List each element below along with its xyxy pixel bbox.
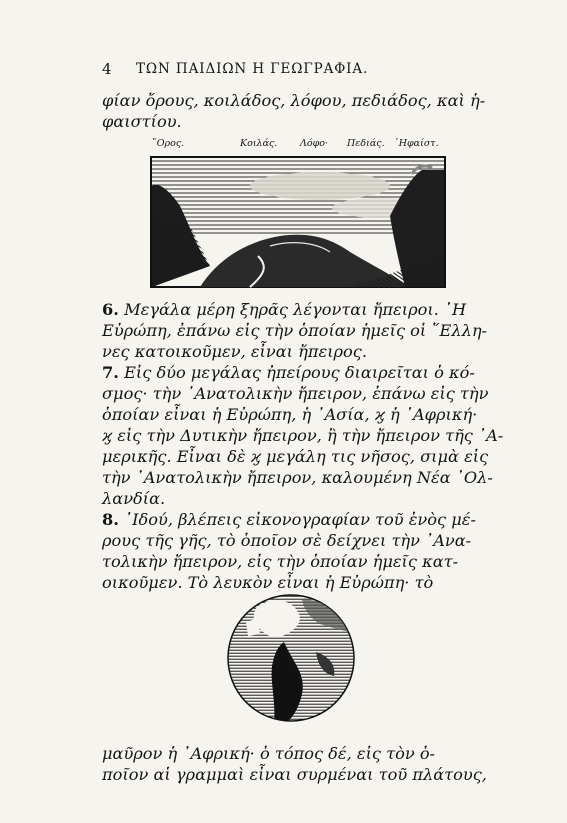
paragraph-number: 7. (102, 363, 119, 382)
paragraph-number: 8. (102, 510, 119, 529)
text-line: σμος· τὴν ᾿Ανατολικὴν ἤπειρον, ἐπάνω εἰς τὴν (102, 384, 489, 403)
text-line: τολικὴν ἤπειρον, εἰς τὴν ὁποίαν ἡμεῖς κατ- (102, 552, 459, 571)
caption-volcano: ῾Ηφαίστ. (394, 138, 439, 149)
page-number: 4 (102, 60, 113, 78)
caption-plain: Πεδιάς. (347, 138, 385, 149)
text-line: ρους τῆς γῆς, τὸ ὁποῖον σὲ δείχνει τὴν ᾿Ανα- (102, 531, 472, 550)
globe-engraving (224, 592, 358, 724)
text-line: οικοῦμεν. Τὸ λευκὸν εἶναι ἡ Εὐρώπη· τὸ (102, 573, 434, 592)
caption-mountain: ῞Ορος. (152, 138, 185, 149)
paragraph-number: 6. (102, 300, 119, 319)
text-line: τὴν ᾿Ανατολικὴν ἤπειρον, καλουμένη Νέα ᾿Ολ- (102, 468, 493, 487)
text-line: λανδία. (102, 489, 166, 508)
landscape-engraving (150, 156, 446, 288)
caption-hill: Λόφο· (300, 138, 328, 149)
text-line: 6. Μεγάλα μέρη ξηρᾶς λέγονται ἤπειροι. ῾Η (102, 300, 467, 319)
text-line: ὁποίαν εἶναι ἡ Εὐρώπη, ἡ ᾿Ασία, ϗ ἡ ᾿Αφρική· (102, 405, 478, 424)
text-line: μαῦρον ἡ ᾿Αφρική· ὁ τόπος δέ, εἰς τὸν ὁ- (102, 744, 436, 763)
text-line: 8. ᾿Ιδού, βλέπεις εἰκονογραφίαν τοῦ ἑνὸς μέ- (102, 510, 476, 529)
page-header (102, 58, 438, 82)
text-line: 7. Εἰς δύο μεγάλας ἠπείρους διαιρεῖται ὁ κό- (102, 363, 475, 382)
text-line: Εὐρώπη, ἐπάνω εἰς τὴν ὁποίαν ἡμεῖς οἱ ῞Ελλη- (102, 321, 488, 340)
running-title: ΤΩΝ ΠΑΙΔΙΩΝ Η ΓΕΩΓΡΑΦΙΑ. (136, 61, 369, 77)
caption-valley: Κοιλάς. (240, 138, 278, 149)
text-line: ποῖον αἱ γραμμαὶ εἶναι συρμέναι τοῦ πλάτους, (102, 765, 487, 784)
text-line: ϗ εἰς τὴν Δυτικὴν ἤπειρον, ἢ τὴν ἤπειρον τῆς ᾿Α- (102, 426, 504, 445)
text-line: φαιστίου. (102, 112, 182, 131)
text-line: φίαν ὄρους, κοιλάδος, λόφου, πεδιάδος, καὶ ἡ- (102, 91, 486, 110)
text-line: μερικῆς. Εἶναι δὲ ϗ μεγάλη τις νῆσος, σιμὰ εἰς (102, 447, 489, 466)
text-line: νες κατοικοῦμεν, εἶναι ἤπειρος. (102, 342, 368, 361)
